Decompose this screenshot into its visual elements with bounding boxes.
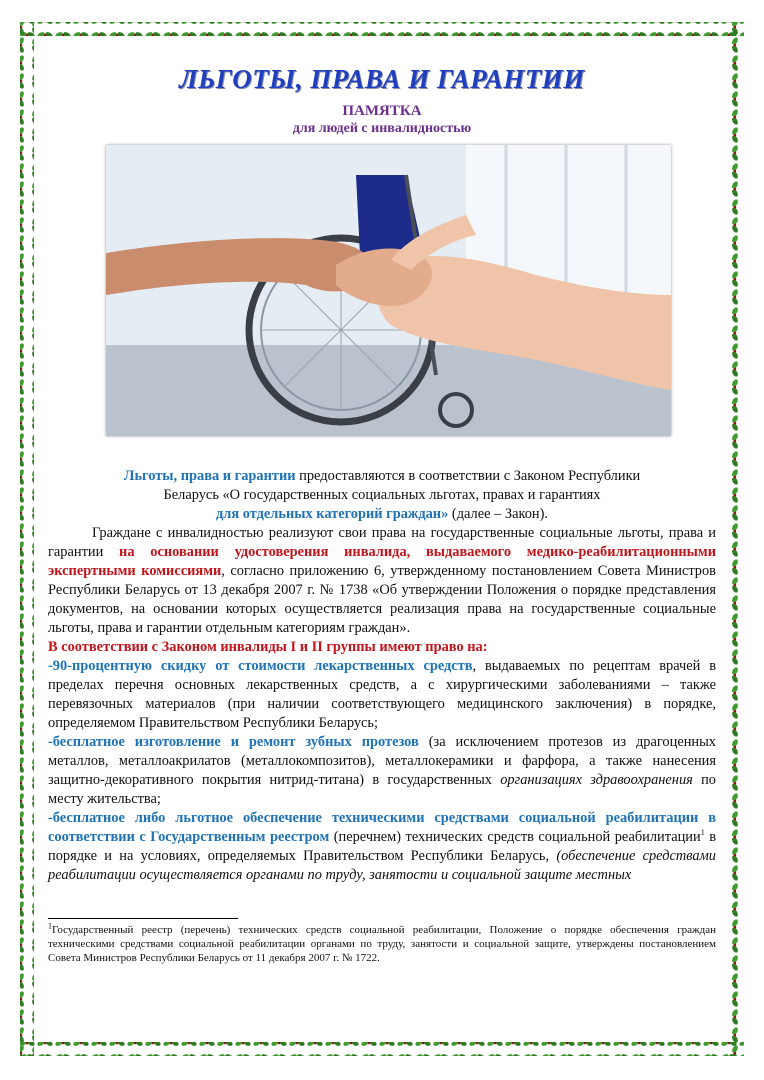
para1-start: Граждане с инвалидностью реализуют свои права на государственные социальные льготы, права и гарантии [48,525,716,560]
benefit-text: (перечнем) технических средств социальной реабилитации [329,829,701,845]
intro-block [48,467,716,524]
footnote-text: Государственный реестр (перечень) технических средств социальной реабилитации, Положение о порядке обеспечения граждан техническими средствами социальной реабилитации органами по труду, занятости и социальной защите, утверждены постановлением Совета Министров Республики Беларусь от 11 декабря 2007 г. № 1722. [48,924,716,964]
benefit-item-dental [48,733,716,809]
footnote-divider [48,918,238,919]
benefit-item-rehab-devices [48,809,716,885]
intro-line-3 [48,505,716,524]
benefit-highlight: -бесплатное либо льготное обеспечение техническими средствами социальной реабилитации в соответствии с Государственным реестром [48,810,716,845]
benefit-italic: организациях здравоохранения [500,772,693,788]
benefit-text-mid: в порядке и на условиях, определяемых Правительством Республики Беларусь, [48,829,716,864]
footnote [48,923,716,965]
benefit-highlight: -бесплатное изготовление и ремонт зубных протезов [48,734,419,750]
footnote-marker: 1 [700,828,705,838]
benefit-text: , выдаваемых по рецептам врачей в пределах перечня основных лекарственных средств, а с хирургическими заболеваниями – также перевязочных материалов (при наличии соответствующего медицинского заключения) в порядке, определяемом Правительством Республики Беларусь; [48,658,716,731]
hands-wheelchair-photo [106,145,671,436]
audience-subtitle: для людей с инвалидностью [292,121,472,136]
law-title-highlight: для отдельных категорий граждан» [215,506,449,522]
certificate-highlight: на основании удостоверения инвалида, выдаваемого медико-реабилитационными экспертными комиссиями [48,544,716,579]
section-heading: В соответствии с Законом инвалиды I и II группы имеют право на: [48,639,488,655]
para1-end: , согласно приложению 6, утвержденному постановлением Совета Министров Республики Беларусь от 13 декабря 2007 г. № 1738 «Об утверждении Положения о порядке представления документов, на основании которых осуществляется реализация права на государственные социальные льготы, права и гарантии отдельным категориям граждан». [48,563,716,636]
intro-highlight: Льготы, права и гарантии [123,468,296,484]
intro-line-1 [48,467,716,486]
benefit-text: (за исключением протезов из драгоценных металлов, металлоакрилатов (металлокомпозитов), металлокерамики и фарфора, а также нанесения защитно-декоративного покрытия нитрид-титана) в государственных [48,734,716,788]
intro-text: предоставляются в соответствии с Законом Республики [295,468,641,484]
benefit-italic: (обеспечение средствами реабилитации осуществляется органами по труду, занятости и социальной защите местных [48,848,716,883]
photo-illustration [106,145,671,436]
benefit-text-end: по месту жительства; [48,772,716,807]
footnote-number: 1 [48,921,52,931]
benefit-item-medicines [48,657,716,733]
intro-line-2: Беларусь «О государственных социальных льготах, правах и гарантиях [163,487,601,503]
rights-paragraph [48,524,716,638]
page-subtitle: ПАМЯТКА [342,103,422,119]
intro-line3-text: (далее – Закон). [448,506,549,522]
benefit-highlight: -90-процентную скидку от стоимости лекарственных средств [48,658,473,674]
document-page [48,56,716,965]
page-title: ЛЬГОТЫ, ПРАВА И ГАРАНТИИ [179,64,585,94]
